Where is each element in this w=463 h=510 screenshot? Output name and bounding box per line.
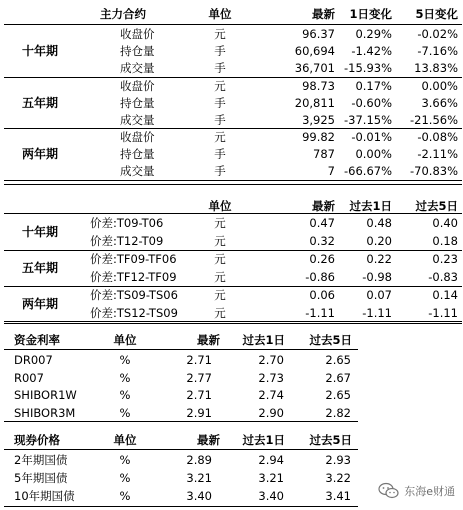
latest-cell: -1.11 [305, 306, 335, 320]
latest-cell: 0.47 [309, 216, 335, 230]
change-1d-cell: 0.29% [355, 27, 392, 41]
row-label: 价差:TS09-TS06 [90, 288, 178, 303]
unit-cell: 元 [214, 27, 226, 41]
latest-cell: 3.21 [186, 471, 212, 485]
change-1d-cell: 0.00% [355, 147, 392, 162]
past-1d-cell: 3.21 [258, 471, 284, 485]
past-1d-cell: 0.22 [366, 252, 392, 267]
latest-cell: 0.32 [309, 233, 335, 248]
past-1d-cell: 2.73 [258, 370, 284, 385]
column-header: 5日变化 [415, 7, 458, 21]
past-1d-cell: -0.98 [362, 269, 392, 284]
group-label: 十年期 [22, 225, 59, 239]
row-label: 持仓量 [120, 95, 155, 110]
unit-cell: 手 [214, 112, 226, 127]
past-5d-cell: 2.67 [325, 370, 351, 385]
latest-cell: 98.73 [302, 78, 335, 93]
group-label: 十年期 [22, 44, 59, 58]
change-5d-cell: -21.56% [410, 112, 458, 127]
header-rule [4, 24, 462, 25]
table-bottom-rule [4, 321, 462, 322]
past-5d-cell: 3.22 [325, 471, 351, 485]
unit-cell: 元 [214, 78, 226, 93]
change-5d-cell: -0.08% [417, 130, 458, 145]
unit-cell: % [119, 453, 131, 467]
past-1d-cell: 0.48 [366, 216, 392, 230]
row-label: 价差:T12-T09 [90, 233, 164, 248]
past-5d-cell: 0.40 [432, 216, 458, 230]
change-1d-cell: -37.15% [344, 112, 392, 127]
column-header: 最新 [312, 199, 335, 213]
table-bottom-rule [4, 184, 462, 185]
latest-cell: 60,694 [294, 43, 335, 58]
watermark-text: 东海e财通 [404, 485, 455, 498]
latest-cell: -0.86 [305, 269, 335, 284]
latest-cell: 2.77 [186, 370, 212, 385]
change-1d-cell: -66.67% [344, 164, 392, 179]
past-1d-cell: 0.07 [366, 288, 392, 303]
unit-cell: 元 [214, 130, 226, 145]
unit-cell: % [119, 405, 131, 420]
latest-cell: 2.71 [186, 353, 212, 367]
latest-cell: 7 [327, 164, 335, 179]
latest-cell: 3,925 [302, 112, 335, 127]
column-header: 过去1日 [242, 433, 285, 447]
latest-cell: 0.26 [309, 252, 335, 267]
past-5d-cell: 3.41 [325, 489, 351, 503]
past-1d-cell: 2.90 [258, 405, 284, 420]
unit-cell: % [119, 370, 131, 385]
column-header: 过去1日 [349, 199, 392, 213]
column-header: 过去5日 [415, 199, 458, 213]
unit-cell: % [119, 489, 131, 503]
change-1d-cell: -15.93% [344, 60, 392, 75]
unit-cell: 手 [214, 60, 226, 75]
change-1d-cell: -0.60% [351, 95, 392, 110]
past-5d-cell: -1.11 [428, 306, 458, 320]
row-label: SHIBOR3M [14, 405, 76, 420]
column-header: 单位 [208, 199, 232, 213]
unit-cell: 元 [214, 269, 226, 284]
unit-cell: 元 [214, 233, 226, 248]
change-1d-cell: 0.17% [355, 78, 392, 93]
row-label: 收盘价 [120, 27, 155, 41]
past-5d-cell: 0.14 [432, 288, 458, 303]
unit-cell: 手 [214, 164, 226, 179]
unit-cell: 手 [214, 147, 226, 162]
change-5d-cell: -7.16% [417, 43, 458, 58]
change-5d-cell: 13.83% [414, 60, 458, 75]
column-header: 过去5日 [309, 333, 352, 347]
past-1d-cell: 2.70 [258, 353, 284, 367]
group-rule [4, 180, 462, 181]
row-label: 收盘价 [120, 78, 155, 93]
row-label: 成交量 [120, 112, 155, 127]
unit-cell: % [119, 353, 131, 367]
row-label: 2年期国债 [14, 453, 68, 467]
column-header: 主力合约 [100, 7, 146, 21]
latest-cell: 2.71 [186, 388, 212, 402]
past-1d-cell: 2.74 [258, 388, 284, 402]
latest-cell: 787 [313, 147, 335, 162]
column-header: 单位 [113, 333, 137, 347]
unit-cell: 手 [214, 43, 226, 58]
latest-cell: 99.82 [302, 130, 335, 145]
latest-cell: 36,701 [294, 60, 335, 75]
row-label: 成交量 [120, 164, 155, 179]
past-5d-cell: 2.65 [325, 388, 351, 402]
latest-cell: 20,811 [294, 95, 335, 110]
past-5d-cell: 0.23 [432, 252, 458, 267]
past-1d-cell: 3.40 [258, 489, 284, 503]
wechat-icon [378, 482, 400, 500]
row-label: 5年期国债 [14, 471, 68, 485]
change-5d-cell: -2.11% [417, 147, 458, 162]
table-bottom-rule [4, 421, 358, 422]
latest-cell: 2.89 [186, 453, 212, 467]
row-label: 价差:TF12-TF09 [90, 269, 177, 284]
row-label: 10年期国债 [14, 489, 75, 503]
column-header: 最新 [312, 7, 335, 21]
group-label: 五年期 [22, 95, 59, 110]
past-1d-cell: 2.94 [258, 453, 284, 467]
past-1d-cell: 0.20 [366, 233, 392, 248]
row-label: 成交量 [120, 60, 155, 75]
row-label: SHIBOR1W [14, 388, 77, 402]
change-1d-cell: -1.42% [351, 43, 392, 58]
column-header: 最新 [197, 433, 220, 447]
row-label: DR007 [14, 353, 53, 367]
row-label: R007 [14, 370, 44, 385]
past-5d-cell: 2.82 [325, 405, 351, 420]
unit-cell: 元 [214, 216, 226, 230]
header-rule [4, 349, 358, 350]
group-rule [4, 323, 462, 324]
column-header: 单位 [208, 7, 232, 21]
past-5d-cell: -0.83 [428, 269, 458, 284]
row-label: 价差:TF09-TF06 [90, 252, 177, 267]
latest-cell: 0.06 [309, 288, 335, 303]
row-label: 收盘价 [120, 130, 155, 145]
header-rule [4, 213, 462, 214]
change-5d-cell: -0.02% [417, 27, 458, 41]
column-header: 资金利率 [14, 333, 60, 347]
past-1d-cell: -1.11 [362, 306, 392, 320]
column-header: 单位 [113, 433, 137, 447]
header-rule [4, 449, 358, 450]
change-1d-cell: -0.01% [351, 130, 392, 145]
unit-cell: 手 [214, 95, 226, 110]
row-label: 持仓量 [120, 43, 155, 58]
row-label: 价差:TS12-TS09 [90, 306, 178, 320]
column-header: 过去5日 [309, 433, 352, 447]
row-label: 价差:T09-T06 [90, 216, 164, 230]
row-label: 持仓量 [120, 147, 155, 162]
column-header: 1日变化 [349, 7, 392, 21]
group-label: 两年期 [22, 147, 59, 162]
latest-cell: 2.91 [186, 405, 212, 420]
group-label: 两年期 [22, 297, 59, 312]
unit-cell: 元 [214, 306, 226, 320]
unit-cell: % [119, 471, 131, 485]
unit-cell: 元 [214, 252, 226, 267]
table-bottom-rule [4, 506, 358, 507]
column-header: 最新 [197, 333, 220, 347]
past-5d-cell: 0.18 [432, 233, 458, 248]
latest-cell: 3.40 [186, 489, 212, 503]
latest-cell: 96.37 [302, 27, 335, 41]
change-5d-cell: -70.83% [410, 164, 458, 179]
unit-cell: % [119, 388, 131, 402]
past-5d-cell: 2.93 [325, 453, 351, 467]
past-5d-cell: 2.65 [325, 353, 351, 367]
column-header: 过去1日 [242, 333, 285, 347]
unit-cell: 元 [214, 288, 226, 303]
change-5d-cell: 3.66% [421, 95, 458, 110]
watermark [378, 482, 455, 500]
column-header: 现券价格 [14, 433, 60, 447]
group-label: 五年期 [22, 261, 59, 276]
change-5d-cell: 0.00% [421, 78, 458, 93]
